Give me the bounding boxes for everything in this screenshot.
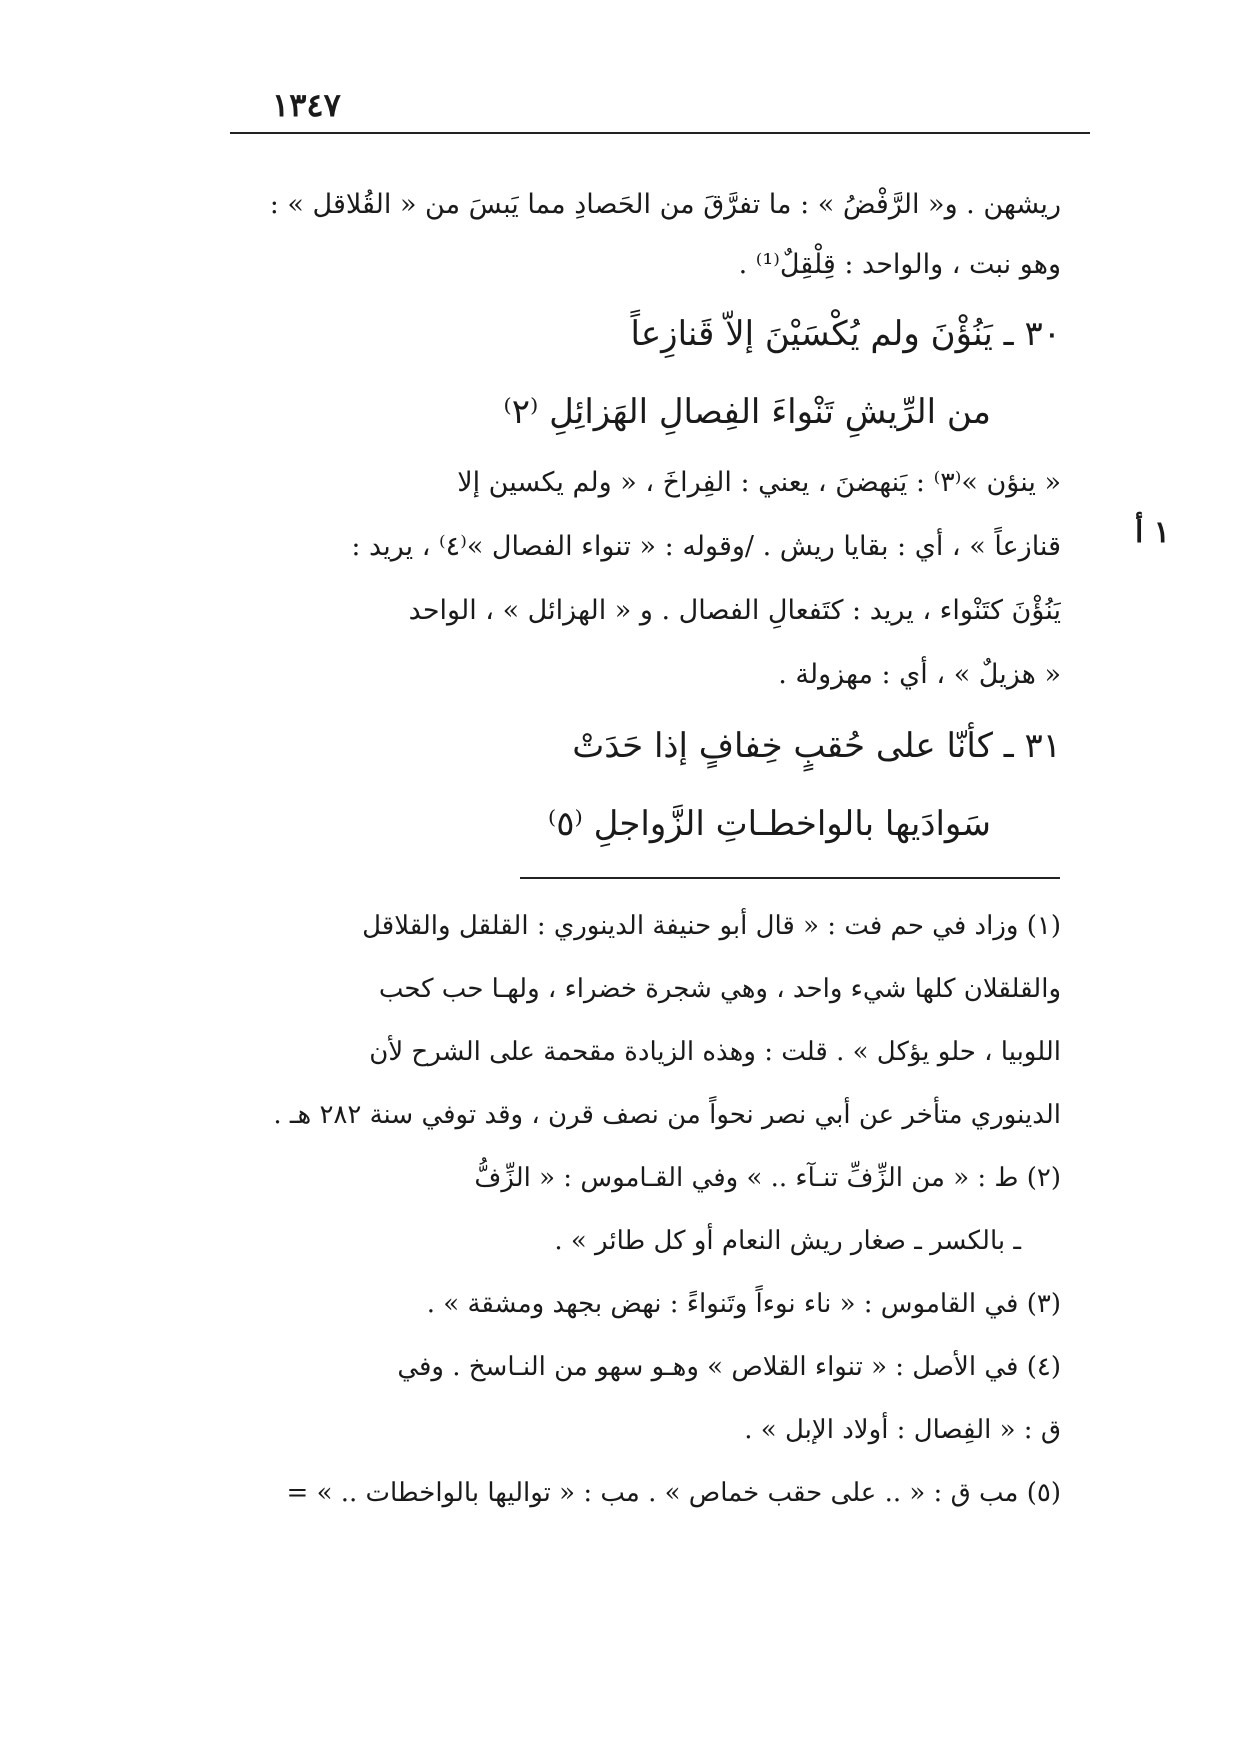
explanation-line: يَنُؤْنَ كتَنْواء ، يريد : كتَفعالِ الفصال . و « الهزائل » ، الواحد	[408, 595, 1061, 626]
footnote-2-line: (٢) ط : « من الزِّفِّ تنـآء .. » وفي القـاموس : « الزِّفُّ	[474, 1163, 1061, 1193]
footnote-5: (٥) مب ق : « .. على حقب خماص » . مب : « تواليها بالواخطات .. » =	[286, 1478, 1061, 1508]
verse-31-first-hemistich: ٣١ ـ كأنّا على حُقبٍ خِفافٍ إذا حَدَتْ	[572, 726, 1061, 766]
explanation-line: « ينؤن »⁽٣⁾ : يَنهضنَ ، يعني : الفِراخَ ، « ولم يكسين إلا	[457, 467, 1061, 498]
footnote-1-line: اللوبيا ، حلو يؤكل » . قلت : وهذه الزيادة مقحمة على الشرح لأن	[369, 1037, 1061, 1067]
footnote-4-line: (٤) في الأصل : « تنواء القلاص » وهـو سهو من النـاسخ . وفي	[397, 1352, 1061, 1382]
footnote-separator	[520, 877, 1060, 879]
footnote-1-line: الدينوري متأخر عن أبي نصر نحواً من نصف قرن ، وقد توفي سنة ٢٨٢ هـ .	[273, 1100, 1061, 1130]
verse-30-second-hemistich: من الرِّيشِ تَنْواءَ الفِصالِ الهَزائِلِ ⁽٢⁾	[503, 392, 991, 432]
margin-folio-mark: ١ أ	[1135, 515, 1170, 550]
footnote-2-line: ـ بالكسر ـ صغار ريش النعام أو كل طائر » .	[554, 1226, 1021, 1256]
footnote-3: (٣) في القاموس : « ناء نوءاً وتَنواءً : نهض بجهد ومشقة » .	[426, 1289, 1061, 1319]
explanation-line: قنازعاً » ، أي : بقايا ريش . /وقوله : « تنواء الفصال »⁽٤⁾ ، يريد :	[351, 531, 1061, 562]
verse-31-second-hemistich: سَوادَيها بالواخطـاتِ الزَّواجلِ ⁽٥⁾	[547, 804, 991, 844]
footnote-4-line: ق : « الفِصال : أولاد الإبل » .	[744, 1415, 1061, 1445]
footnotes	[221, 895, 1061, 1525]
main-text	[221, 175, 1061, 863]
explanation-line: « هزيلٌ » ، أي : مهزولة .	[778, 659, 1061, 690]
verse-30-first-hemistich: ٣٠ ـ يَنُؤْنَ ولم يُكْسَيْنَ إلاّ قَنازِعاً	[630, 314, 1061, 354]
footnote-1-line: والقلقلان كلها شيء واحد ، وهي شجرة خضراء ، ولهـا حب كحب	[378, 974, 1061, 1004]
body-line: ريشهن . و« الرَّفْضُ » : ما تفرَّقَ من الحَصادِ مما يَبسَ من « القُلاقل » :	[269, 189, 1061, 220]
footnote-1-line: (١) وزاد في حم فت : « قال أبو حنيفة الدينوري : القلقل والقلاقل	[362, 911, 1061, 941]
body-line: وهو نبت ، والواحد : قِلْقِلٌ⁽¹⁾ .	[738, 249, 1061, 280]
page-number: ١٣٤٧	[272, 86, 341, 124]
verse-30-explanation	[221, 451, 1061, 707]
header-rule	[230, 132, 1090, 134]
